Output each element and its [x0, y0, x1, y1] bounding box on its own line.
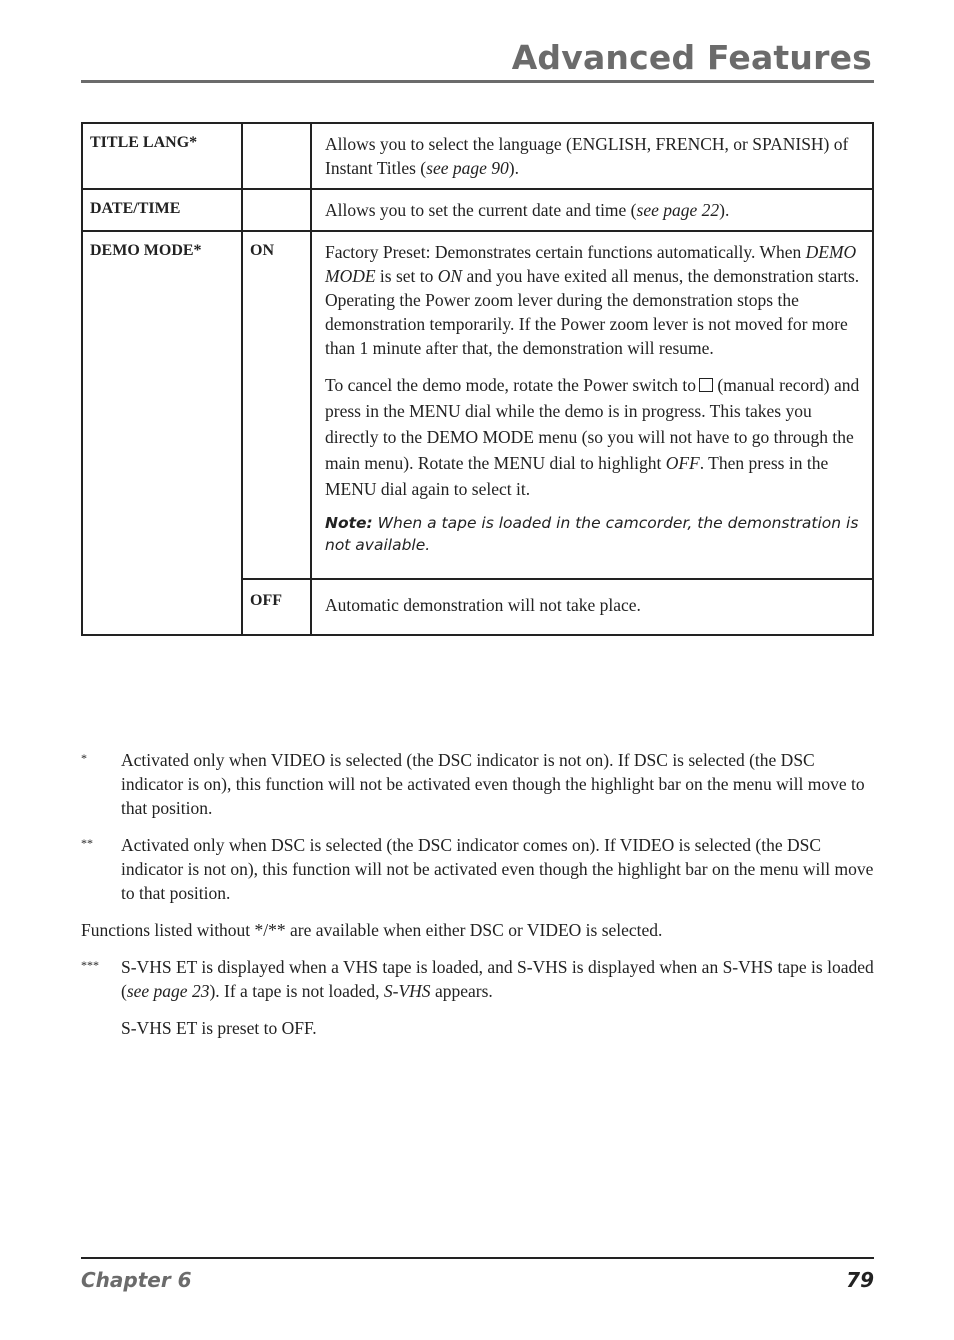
menu-settings-table [81, 122, 874, 636]
note-label: Note: [325, 514, 373, 532]
title-lang-option [242, 123, 311, 189]
demo-on-label: ON [242, 231, 311, 579]
demo-on-paragraph-1: Factory Preset: Demonstrates certain functions automatically. When DEMO MODE is set to ON and you have exited all menus, the demonstration starts. [325, 242, 860, 286]
demo-off-description: Automatic demonstration will not take place. [311, 579, 873, 635]
footnote-mark: ** [81, 836, 93, 850]
date-time-name: DATE/TIME [82, 189, 242, 231]
date-time-description: Allows you to set the current date and time (see page 22). [311, 189, 873, 231]
title-lang-name: TITLE LANG* [82, 123, 242, 189]
demo-off-label: OFF [242, 579, 311, 635]
footnote-mark: *** [81, 958, 99, 972]
manual-record-icon [699, 378, 713, 392]
footnote-triple-star: *** S-VHS ET is displayed when a VHS tape is loaded, and S-VHS is displayed when an S-VHS tape is loaded (see page 23). If a tape is not loaded, S-VHS appears. [81, 955, 874, 1003]
page-ref-90: see page 90 [426, 158, 509, 178]
chapter-label: Chapter 6 [81, 1268, 192, 1292]
footnote-single-star: * Activated only when VIDEO is selected (the DSC indicator is not on). If DSC is selected (the DSC indicator is on), this function will not be activated even though the highlight bar on the menu will move to that position. [81, 748, 874, 820]
table-row-date-time [82, 189, 873, 231]
demo-note: Note: When a tape is loaded in the camcorder, the demonstration is not available. [325, 514, 859, 554]
page-ref-23: see page 23 [126, 981, 210, 1001]
table-row-title-lang [82, 123, 873, 189]
table-row-demo-on [82, 231, 873, 579]
title-lang-description: Allows you to select the language (ENGLISH, FRENCH, or SPANISH) of Instant Titles (see page 90). [311, 123, 873, 189]
demo-on-paragraph-2: Operating the Power zoom lever during the demonstration stops the demonstration temporarily. If the Power zoom lever is not moved for more than 1 minute after that, the demonstration will resume. [325, 290, 848, 358]
demo-mode-name: DEMO MODE* [82, 231, 242, 635]
page-number: 79 [846, 1268, 874, 1292]
footer-rule [81, 1257, 874, 1259]
date-time-option [242, 189, 311, 231]
svhs-preset-note: S-VHS ET is preset to OFF. [121, 1018, 317, 1038]
demo-on-description [311, 231, 873, 579]
footnote-double-star: ** Activated only when DSC is selected (the DSC indicator comes on). If VIDEO is selected (the DSC indicator is not on), this function will not be activated even though the highlight bar on the menu will move to that position. [81, 833, 874, 905]
functions-note: Functions listed without */** are available when either DSC or VIDEO is selected. [81, 920, 663, 940]
page-title: Advanced Features [511, 38, 872, 77]
footnote-mark: * [81, 751, 87, 765]
demo-on-paragraph-3: To cancel the demo mode, rotate the Power switch to (manual record) and press in the MENU dial while the demo is in progress. This takes you directly to the DEMO MODE menu (so you will not have to go through the main menu). Rotate the MENU dial to highlight OFF. Then press in the MENU dial again to select it. [325, 375, 860, 499]
page-ref-22: see page 22 [636, 200, 720, 220]
header-rule [81, 80, 874, 83]
footnotes [81, 748, 874, 1040]
